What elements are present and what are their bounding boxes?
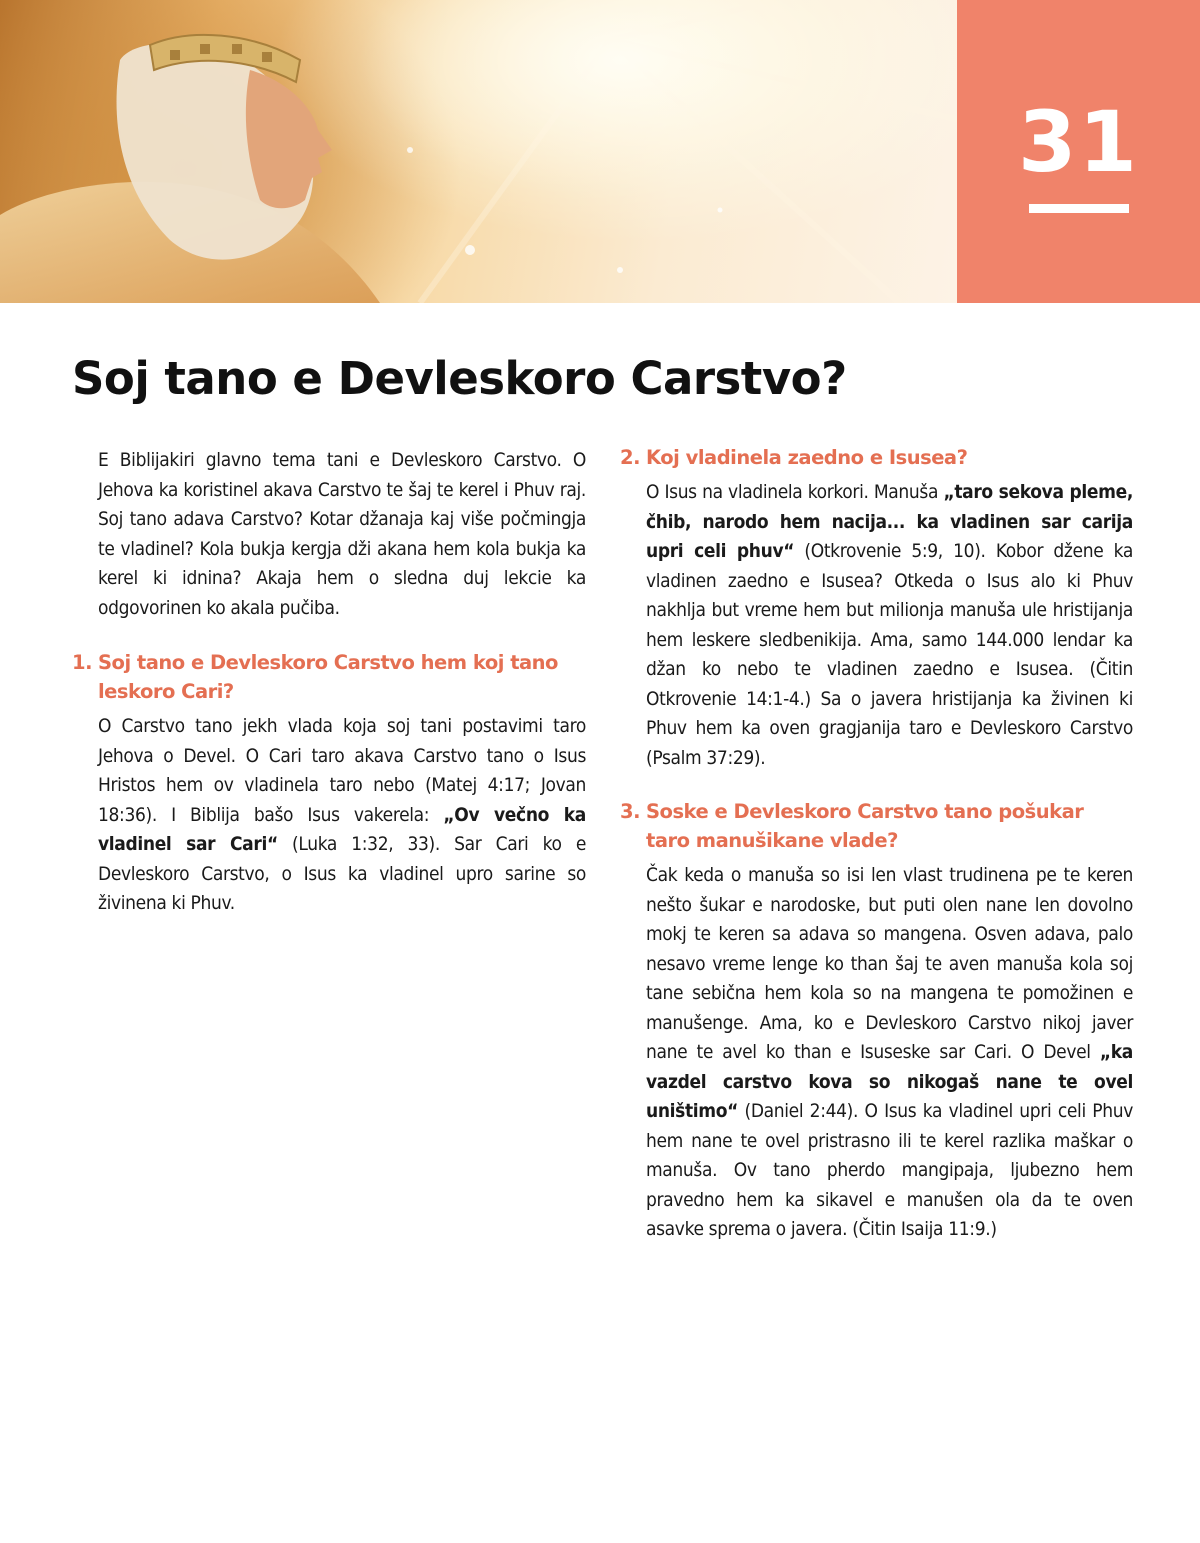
lesson-number-badge <box>957 0 1200 303</box>
intro-paragraph: E Biblijakiri glavno tema tani e Devleskoro Carstvo. O Jehova ka koristinel akava Carstvo te šaj te kerel i Phuv raj. Soj tano adava Carstvo? Kotar džanaja kaj više počmingja te vladinel? Kola bukja kergja dži akana hem kola bukja ka kerel ki idnina? Akaja hem o sledna duj lekcie ka odgovorinen ko akala pučiba. <box>98 449 586 619</box>
page-title: Soj tano e Devleskoro Carstvo? <box>72 352 847 405</box>
section-3-heading <box>620 797 1133 855</box>
king-illustration <box>0 0 957 303</box>
section-2-text-a: O Isus na vladinela korkori. Manuša <box>646 481 944 503</box>
lesson-number-underline <box>1029 204 1129 213</box>
section-1-number: 1. <box>72 651 92 674</box>
section-2-paragraph <box>620 478 1133 773</box>
lesson-number: 31 <box>1018 93 1139 191</box>
section-3-bold-quote: „ka vazdel carstvo kova so nikogaš nane te ovel uništimo“ <box>646 1041 1133 1122</box>
section-2-bold-quote: „taro sekova pleme, čhib, narodo hem nacija... ka vladinen sar carija upri celi phuv“ <box>646 481 1133 562</box>
section-3-text-a: Čak keda o manuša so isi len vlast trudinena pe te keren nešto šukar e narodoske, but puti olen nane len dovolno mokj te keren sa adava so mangena. Osven adava, palo nesavo vreme lenge ko than šaj te aven manuša kola soj tane sebična hem kola so na mangena te pomožinen e manušenge. Ama, ko e Devleskoro Carstvo nikoj javer nane te avel ko than e Isuseske sar Cari. O Devel <box>646 864 1133 1063</box>
section-1-question: Soj tano e Devleskoro Carstvo hem koj tano leskoro Cari? <box>98 651 558 703</box>
section-1-heading <box>72 648 586 706</box>
section-1-text-a: O Carstvo tano jekh vlada koja soj tani postavimi taro Jehova o Devel. O Cari taro akava Carstvo tano o Isus Hristos hem ov vladinela taro nebo (Matej 4:17; Jovan 18:36). I Biblija bašo Isus vakerela: <box>98 715 586 826</box>
right-column <box>620 446 1133 1245</box>
header-illustration <box>0 0 957 303</box>
section-2-number: 2. <box>620 446 640 469</box>
section-2-text-b: (Otkrovenie 5:9, 10). Kobor džene ka vladinen zaedno e Isusea? Otkeda o Isus alo ki Phuv nakhlja but vreme hem but milionja manuša ule hristijanja hem leskere sledbenikija. Ama, samo 144.000 lendar ka džan ko nebo te vladinen zaedno e Isusea. (Čitin Otkrovenie 14:1-4.) Sa o javera hristijanja ka živinen ki Phuv hem ka oven gragjanija taro e Devleskoro Carstvo (Psalm 37:29). <box>646 540 1133 769</box>
left-column <box>72 446 586 919</box>
section-2-heading <box>620 443 1133 472</box>
section-1-bold-quote: „Ov večno ka vladinel sar Cari“ <box>98 803 586 855</box>
section-2-question: Koj vladinela zaedno e Isusea? <box>646 446 968 469</box>
section-3-text-b: (Daniel 2:44). O Isus ka vladinel upri celi Phuv hem nane te ovel pristrasno ili te kerel razlika maškar o manuša. Ov tano pherdo mangipaja, ljubezno hem pravedno hem ka sikavel e manušen ola da te oven asavke sprema o javera. (Čitin Isaija 11:9.) <box>646 1100 1133 1240</box>
section-1-paragraph <box>72 712 586 919</box>
section-1-text-b: (Luka 1:32, 33). Sar Cari ko e Devleskoro Carstvo, o Isus ka vladinel upro sarine so živinena ki Phuv. <box>98 833 587 914</box>
section-3-paragraph <box>620 861 1133 1245</box>
section-3-question: Soske e Devleskoro Carstvo tano pošukar taro manušikane vlade? <box>646 800 1084 852</box>
section-3-number: 3. <box>620 800 640 823</box>
